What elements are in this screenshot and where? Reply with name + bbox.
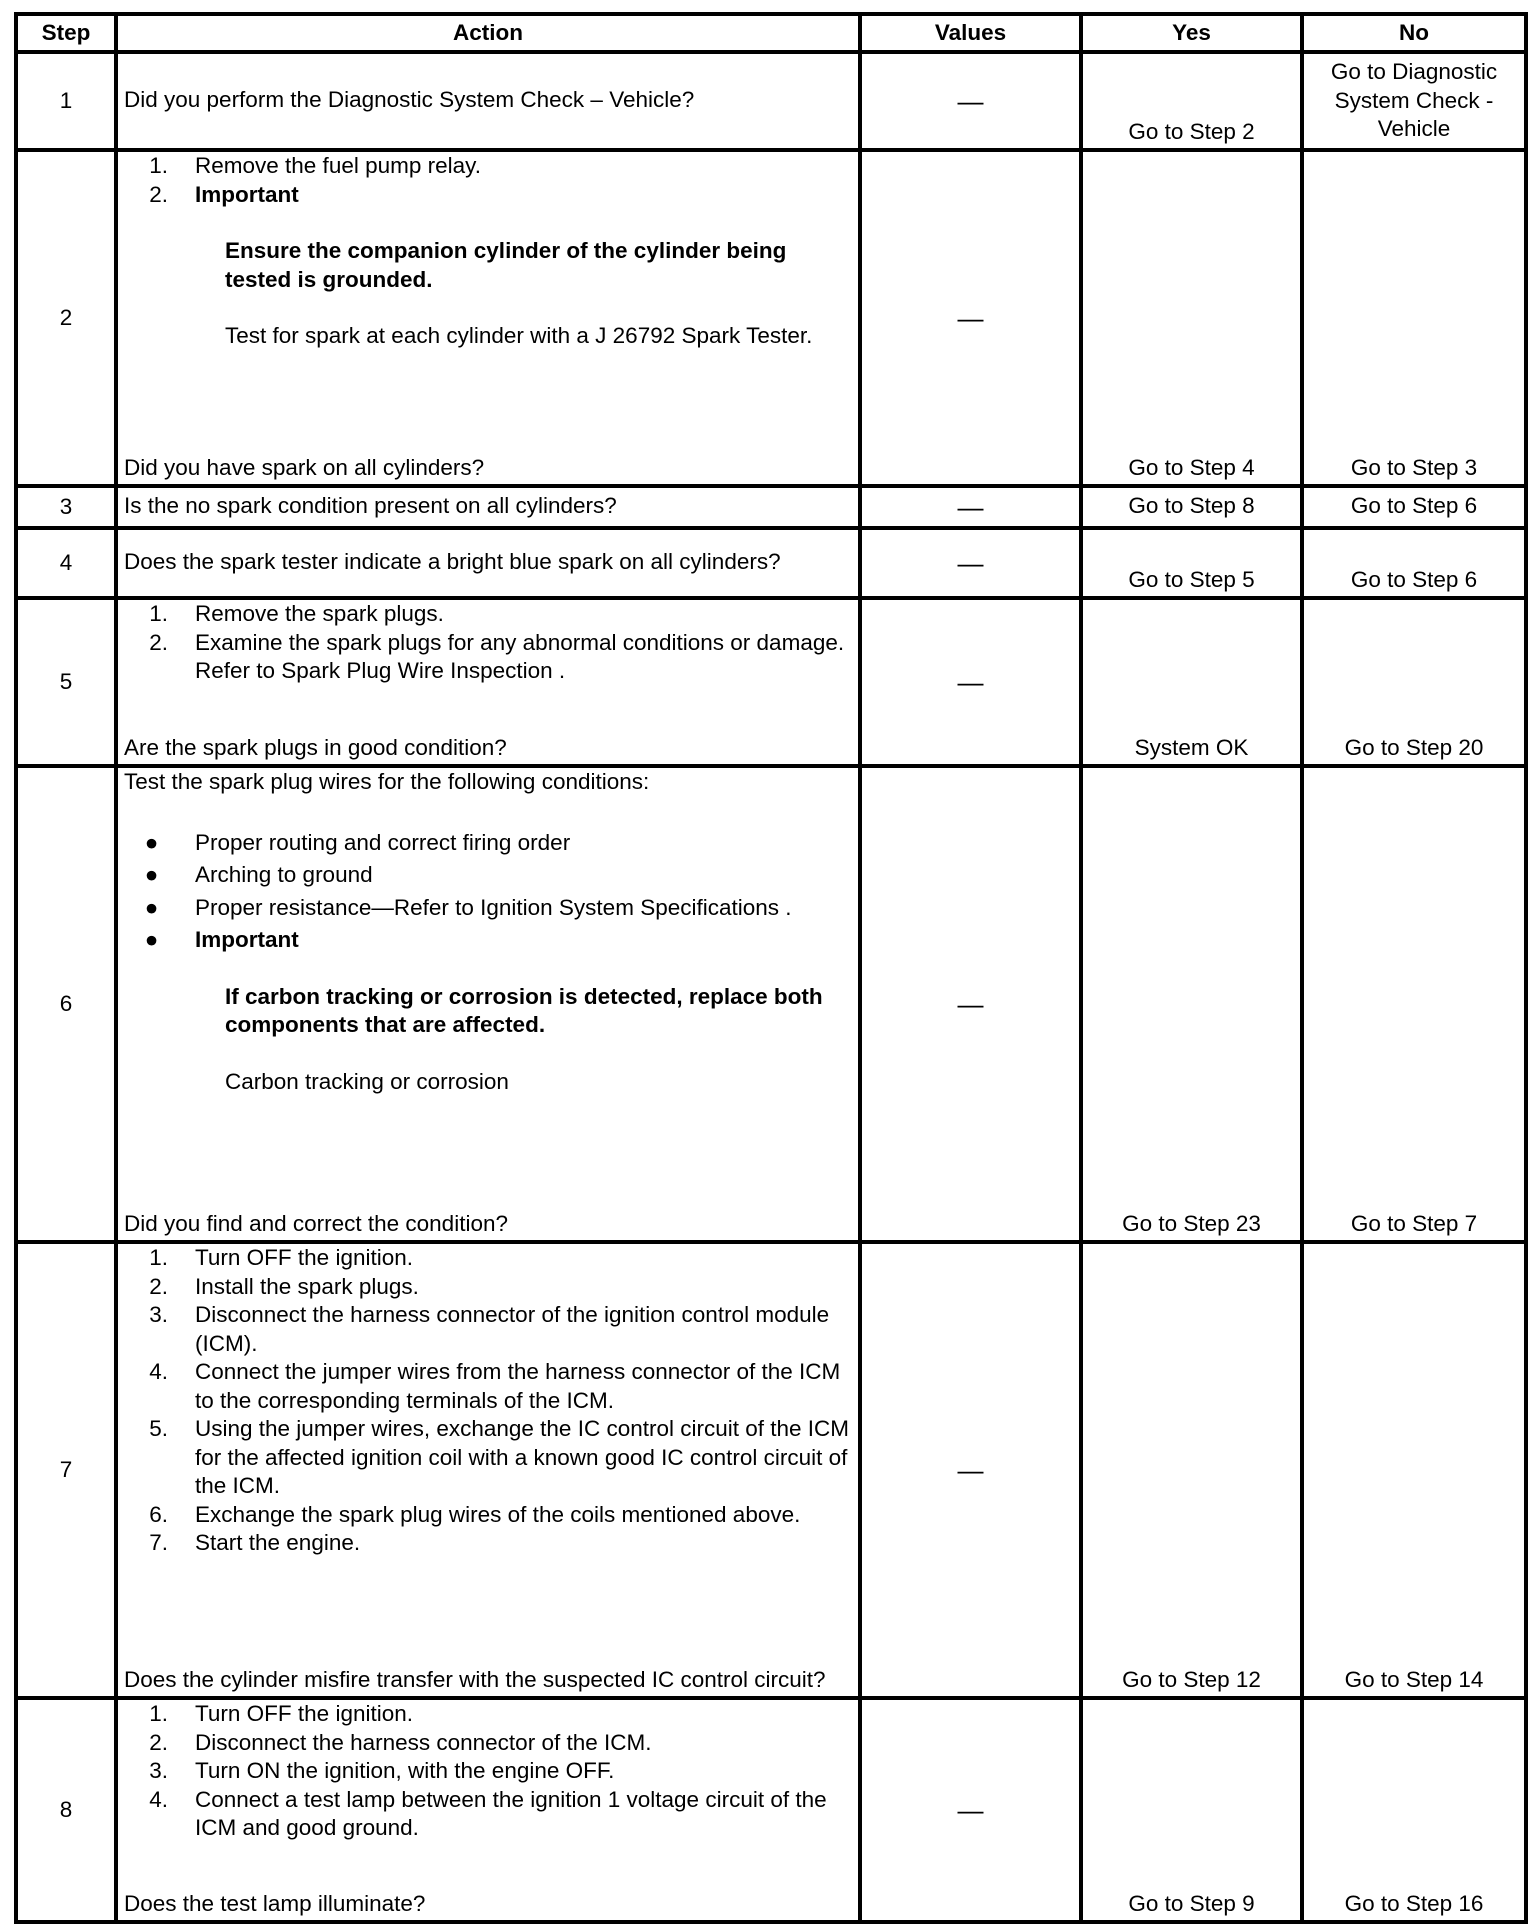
header-action: Action [116,14,860,52]
no-cell: Go to Step 14 [1302,1242,1526,1698]
values-cell: — [860,486,1081,528]
instruction-text: Test for spark at each cylinder with a J 26792 Spark Tester. [225,323,813,348]
question-text: Does the spark tester indicate a bright blue spark on all cylinders? [124,548,781,574]
list-item: ● Arching to ground [144,862,373,887]
list-item: 1. Remove the fuel pump relay. [149,153,481,178]
values-cell: — [860,1242,1081,1698]
table-row [16,766,1526,1242]
action-cell [116,150,860,486]
list-item: 5. Using the jumper wires, exchange the IC control circuit of the ICM for the affected ignition coil with a known good IC control circuit of the ICM. [149,1416,850,1498]
list-item: 3. Turn ON the ignition, with the engine OFF. [149,1758,615,1783]
values-cell: — [860,528,1081,598]
question-text: Does the cylinder misfire transfer with the suspected IC control circuit? [124,1666,826,1692]
list-item: 1. Turn OFF the ignition. [149,1245,414,1270]
step-number: 2 [16,150,116,486]
important-note: If carbon tracking or corrosion is detected, replace both components that are affected. [225,983,823,1037]
list-item: ● Proper routing and correct firing order [144,829,571,855]
no-cell: Go to Step 16 [1302,1698,1526,1922]
values-cell: — [860,1698,1081,1922]
action-steps [124,1244,850,1558]
list-item: 2. Examine the spark plugs for any abnormal conditions or damage. Refer to Spark Plug Wire Inspection . [149,629,845,683]
no-cell: Go to Step 6 [1302,528,1526,598]
list-item: 2. Disconnect the harness connector of the ICM. [149,1729,652,1755]
yes-cell: Go to Step 2 [1081,52,1302,150]
table-row [16,52,1526,150]
step-number: 1 [16,52,116,150]
table-row [16,1698,1526,1922]
values-cell: — [860,598,1081,766]
values-cell: — [860,52,1081,150]
table-row [16,528,1526,598]
step-number: 7 [16,1242,116,1698]
table-row [16,598,1526,766]
action-cell [116,598,860,766]
header-values: Values [860,14,1081,52]
table-row [16,486,1526,528]
action-cell [116,766,860,1242]
question-text: Did you perform the Diagnostic System Check – Vehicle? [124,86,695,112]
yes-cell: Go to Step 8 [1081,486,1302,528]
action-cell [116,1698,860,1922]
list-item: 2. Install the spark plugs. [149,1273,419,1299]
step-number: 8 [16,1698,116,1922]
question-text: Is the no spark condition present on all cylinders? [124,492,617,518]
list-item: 4. Connect a test lamp between the ignition 1 voltage circuit of the ICM and good ground. [149,1786,827,1840]
question-text: Did you find and correct the condition? [124,1210,508,1236]
values-cell: — [860,766,1081,1242]
list-item: 2. Important [149,181,299,207]
important-note: Ensure the companion cylinder of the cylinder being tested is grounded. [225,238,787,292]
header-row [16,14,1526,52]
no-cell: Go to Step 3 [1302,150,1526,486]
header-yes: Yes [1081,14,1302,52]
yes-cell: Go to Step 12 [1081,1242,1302,1698]
list-item: 4. Connect the jumper wires from the harness connector of the ICM to the corresponding terminals of the ICM. [149,1359,841,1413]
list-item: 1. Remove the spark plugs. [149,601,444,626]
step-number: 5 [16,598,116,766]
action-cell [116,52,860,150]
list-item: 3. Disconnect the harness connector of the ignition control module (ICM). [149,1302,830,1356]
list-item: 7. Start the engine. [149,1530,361,1555]
diagnostic-table [14,12,1528,1924]
list-item: 1. Turn OFF the ignition. [149,1701,414,1726]
no-cell: Go to Step 7 [1302,766,1526,1242]
values-cell: — [860,150,1081,486]
yes-cell: Go to Step 23 [1081,766,1302,1242]
step-number: 4 [16,528,116,598]
action-steps [124,600,850,686]
list-item: 6. Exchange the spark plug wires of the coils mentioned above. [149,1501,801,1527]
yes-cell: Go to Step 5 [1081,528,1302,598]
no-cell: Go to Diagnostic System Check - Vehicle [1302,52,1526,150]
step-number: 3 [16,486,116,528]
question-text: Does the test lamp illuminate? [124,1890,426,1916]
no-cell: Go to Step 6 [1302,486,1526,528]
intro-text: Test the spark plug wires for the following conditions: [124,769,650,794]
instruction-text: Carbon tracking or corrosion [225,1068,509,1094]
list-item: ● Proper resistance—Refer to Ignition System Specifications . [144,894,792,920]
condition-list [124,829,850,955]
header-no: No [1302,14,1526,52]
step-number: 6 [16,766,116,1242]
header-step: Step [16,14,116,52]
table-row [16,150,1526,486]
action-steps [124,152,850,209]
question-text: Did you have spark on all cylinders? [124,454,485,480]
action-cell [116,528,860,598]
action-steps [124,1700,850,1843]
diagnostic-table-page [14,12,1524,1924]
yes-cell: Go to Step 9 [1081,1698,1302,1922]
table-row [16,1242,1526,1698]
action-cell [116,1242,860,1698]
no-cell: Go to Step 20 [1302,598,1526,766]
yes-cell: System OK [1081,598,1302,766]
action-cell [116,486,860,528]
list-item: ● Important [144,927,299,952]
yes-cell: Go to Step 4 [1081,150,1302,486]
question-text: Are the spark plugs in good condition? [124,734,507,760]
